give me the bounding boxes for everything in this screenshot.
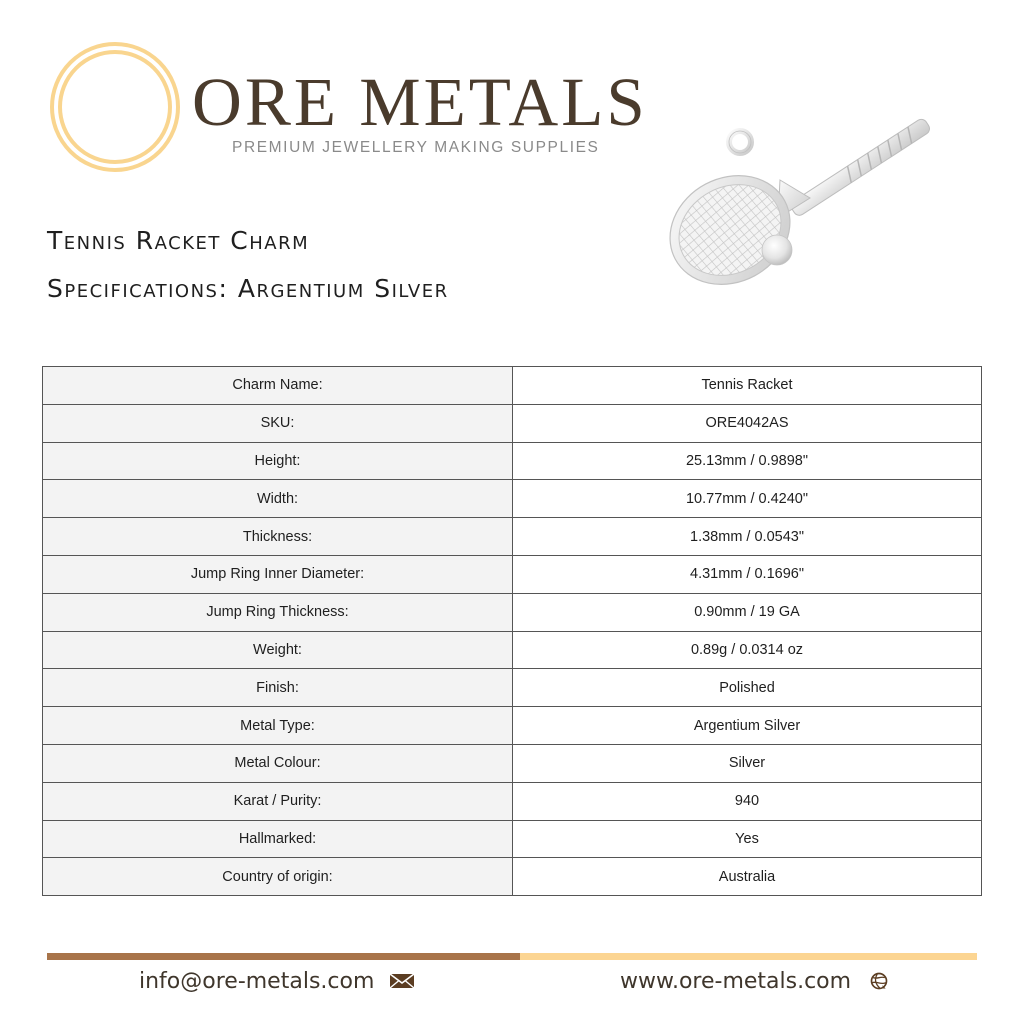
spec-value: Yes [513, 820, 982, 858]
spec-value: Argentium Silver [513, 707, 982, 745]
spec-row [43, 744, 982, 782]
footer-email[interactable] [139, 964, 414, 998]
spec-value: 10.77mm / 0.4240" [513, 480, 982, 518]
spec-row [43, 669, 982, 707]
spec-value: 0.90mm / 19 GA [513, 593, 982, 631]
spec-label: Karat / Purity: [43, 782, 513, 820]
spec-value: Tennis Racket [513, 367, 982, 405]
spec-label: Height: [43, 442, 513, 480]
spec-label: Weight: [43, 631, 513, 669]
spec-row [43, 631, 982, 669]
spec-label: Finish: [43, 669, 513, 707]
spec-value: 0.89g / 0.0314 oz [513, 631, 982, 669]
footer-accent-bar-left [47, 953, 520, 960]
brand-tagline: PREMIUM JEWELLERY MAKING SUPPLIES [232, 139, 600, 156]
spec-label: Metal Colour: [43, 744, 513, 782]
spec-row [43, 555, 982, 593]
website-link[interactable]: www.ore-metals.com [620, 968, 852, 994]
spec-row [43, 404, 982, 442]
spec-row [43, 518, 982, 556]
spec-value: Polished [513, 669, 982, 707]
spec-value: Australia [513, 858, 982, 896]
globe-icon [867, 971, 891, 991]
specifications-table [42, 366, 982, 896]
spec-value: 940 [513, 782, 982, 820]
spec-row [43, 782, 982, 820]
spec-value: Silver [513, 744, 982, 782]
spec-row [43, 367, 982, 405]
spec-label: Metal Type: [43, 707, 513, 745]
spec-label: Country of origin: [43, 858, 513, 896]
tennis-racket-charm-image [660, 100, 960, 310]
spec-label: Hallmarked: [43, 820, 513, 858]
spec-label: SKU: [43, 404, 513, 442]
email-link[interactable]: info@ore-metals.com [139, 968, 375, 994]
spec-value: 25.13mm / 0.9898" [513, 442, 982, 480]
envelope-icon [390, 971, 414, 991]
spec-value: ORE4042AS [513, 404, 982, 442]
spec-value: 4.31mm / 0.1696" [513, 555, 982, 593]
spec-row [43, 707, 982, 745]
spec-label: Jump Ring Thickness: [43, 593, 513, 631]
brand-name: ORE METALS [192, 64, 648, 140]
spec-label: Width: [43, 480, 513, 518]
footer-accent-bar-right [520, 953, 977, 960]
spec-row [43, 480, 982, 518]
product-subtitle: Specifications: Argentium Silver [47, 274, 449, 303]
double-ring-logo-icon [48, 40, 182, 174]
spec-row [43, 442, 982, 480]
spec-label: Charm Name: [43, 367, 513, 405]
spec-row [43, 820, 982, 858]
product-title: Tennis Racket Charm [47, 226, 310, 255]
spec-label: Jump Ring Inner Diameter: [43, 555, 513, 593]
footer-website[interactable] [620, 964, 891, 998]
spec-row [43, 858, 982, 896]
spec-row [43, 593, 982, 631]
spec-value: 1.38mm / 0.0543" [513, 518, 982, 556]
spec-label: Thickness: [43, 518, 513, 556]
